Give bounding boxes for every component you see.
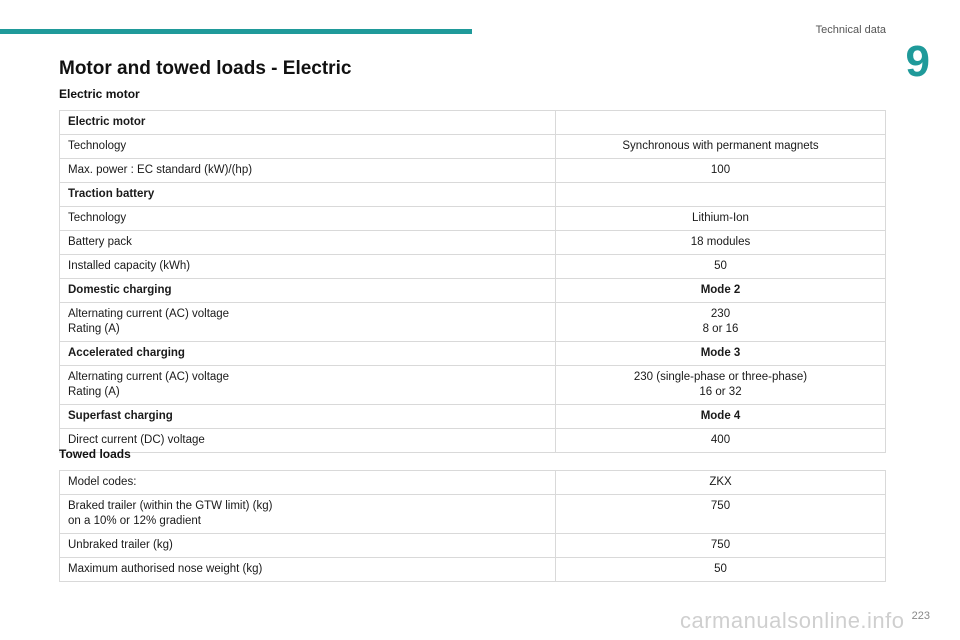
row-label <box>60 279 556 303</box>
row-label <box>60 534 556 558</box>
row-value <box>556 183 886 207</box>
row-label <box>60 231 556 255</box>
table-row <box>60 429 886 453</box>
row-label <box>60 255 556 279</box>
electric-motor-heading: Electric motor <box>59 87 140 101</box>
label-text: Direct current (DC) voltage <box>68 434 205 446</box>
row-value <box>556 207 886 231</box>
electric-motor-table <box>59 110 886 453</box>
label-text: on a 10% or 12% gradient <box>68 515 201 527</box>
value-text: 100 <box>710 164 731 176</box>
row-label <box>60 303 556 342</box>
table-row <box>60 366 886 405</box>
label-text: Traction battery <box>68 188 155 200</box>
table-row <box>60 534 886 558</box>
label-text: Technology <box>68 140 127 152</box>
watermark: carmanualsonline.info <box>680 608 905 633</box>
value-text: Mode 3 <box>700 347 741 359</box>
row-label <box>60 159 556 183</box>
label-text: Unbraked trailer (kg) <box>68 539 173 551</box>
value-text: 50 <box>714 563 727 575</box>
page-number: 223 <box>911 610 930 622</box>
label-text: Rating (A) <box>68 323 120 335</box>
header-accent-bar <box>0 29 472 34</box>
row-value <box>556 405 886 429</box>
label-text: Max. power : EC standard (kW)/(hp) <box>68 164 253 176</box>
table-row <box>60 495 886 534</box>
row-value <box>556 471 886 495</box>
page-title: Motor and towed loads - Electric <box>59 58 352 79</box>
table-section-header <box>60 183 886 207</box>
section-label: Technical data <box>815 24 886 36</box>
table-row <box>60 159 886 183</box>
row-value <box>556 303 886 342</box>
table-row <box>60 471 886 495</box>
label-text: Braked trailer (within the GTW limit) (kg) <box>68 500 273 512</box>
table-row <box>60 558 886 582</box>
row-label <box>60 135 556 159</box>
table-row <box>60 255 886 279</box>
label-text: Alternating current (AC) voltage <box>68 308 230 320</box>
row-label <box>60 405 556 429</box>
table-row <box>60 135 886 159</box>
label-text: Maximum authorised nose weight (kg) <box>68 563 263 575</box>
row-value <box>556 231 886 255</box>
row-label <box>60 207 556 231</box>
row-value <box>556 342 886 366</box>
towed-loads-heading: Towed loads <box>59 447 131 461</box>
label-text: Accelerated charging <box>68 347 185 359</box>
row-label <box>60 366 556 405</box>
table-section-header <box>60 111 886 135</box>
value-text: 230 (single-phase or three-phase) <box>633 371 808 383</box>
value-text: 750 <box>710 500 731 512</box>
row-value <box>556 495 886 534</box>
towed-loads-table <box>59 470 886 582</box>
label-text: Superfast charging <box>68 410 173 422</box>
table-row <box>60 303 886 342</box>
row-value <box>556 558 886 582</box>
value-text: 16 or 32 <box>699 386 742 398</box>
value-text: Mode 4 <box>700 410 741 422</box>
label-text: Alternating current (AC) voltage <box>68 371 230 383</box>
row-value <box>556 135 886 159</box>
row-label <box>60 471 556 495</box>
value-text: 50 <box>714 260 727 272</box>
row-label <box>60 183 556 207</box>
table-row <box>60 207 886 231</box>
table-section-header <box>60 405 886 429</box>
label-text: Battery pack <box>68 236 132 248</box>
value-text: 750 <box>710 539 731 551</box>
row-value <box>556 429 886 453</box>
label-text: Technology <box>68 212 127 224</box>
row-value <box>556 111 886 135</box>
value-text: Synchronous with permanent magnets <box>622 140 819 152</box>
row-label <box>60 495 556 534</box>
row-value <box>556 366 886 405</box>
row-label <box>60 558 556 582</box>
row-label <box>60 342 556 366</box>
label-text: Electric motor <box>68 116 146 128</box>
value-text: Mode 2 <box>700 284 741 296</box>
value-text: Lithium-Ion <box>692 212 749 224</box>
row-value <box>556 279 886 303</box>
row-value <box>556 159 886 183</box>
value-text: 400 <box>710 434 731 446</box>
table-row <box>60 231 886 255</box>
table-section-header <box>60 279 886 303</box>
label-text: Model codes: <box>68 476 137 488</box>
row-value <box>556 255 886 279</box>
value-text: 18 modules <box>690 236 751 248</box>
value-text: ZKX <box>709 476 732 488</box>
chapter-number: 9 <box>905 37 930 86</box>
label-text: Domestic charging <box>68 284 172 296</box>
table-section-header <box>60 342 886 366</box>
row-label <box>60 111 556 135</box>
label-text: Rating (A) <box>68 386 120 398</box>
row-label <box>60 429 556 453</box>
value-text: 230 <box>710 308 731 320</box>
label-text: Installed capacity (kWh) <box>68 260 191 272</box>
row-value <box>556 534 886 558</box>
value-text: 8 or 16 <box>702 323 739 335</box>
